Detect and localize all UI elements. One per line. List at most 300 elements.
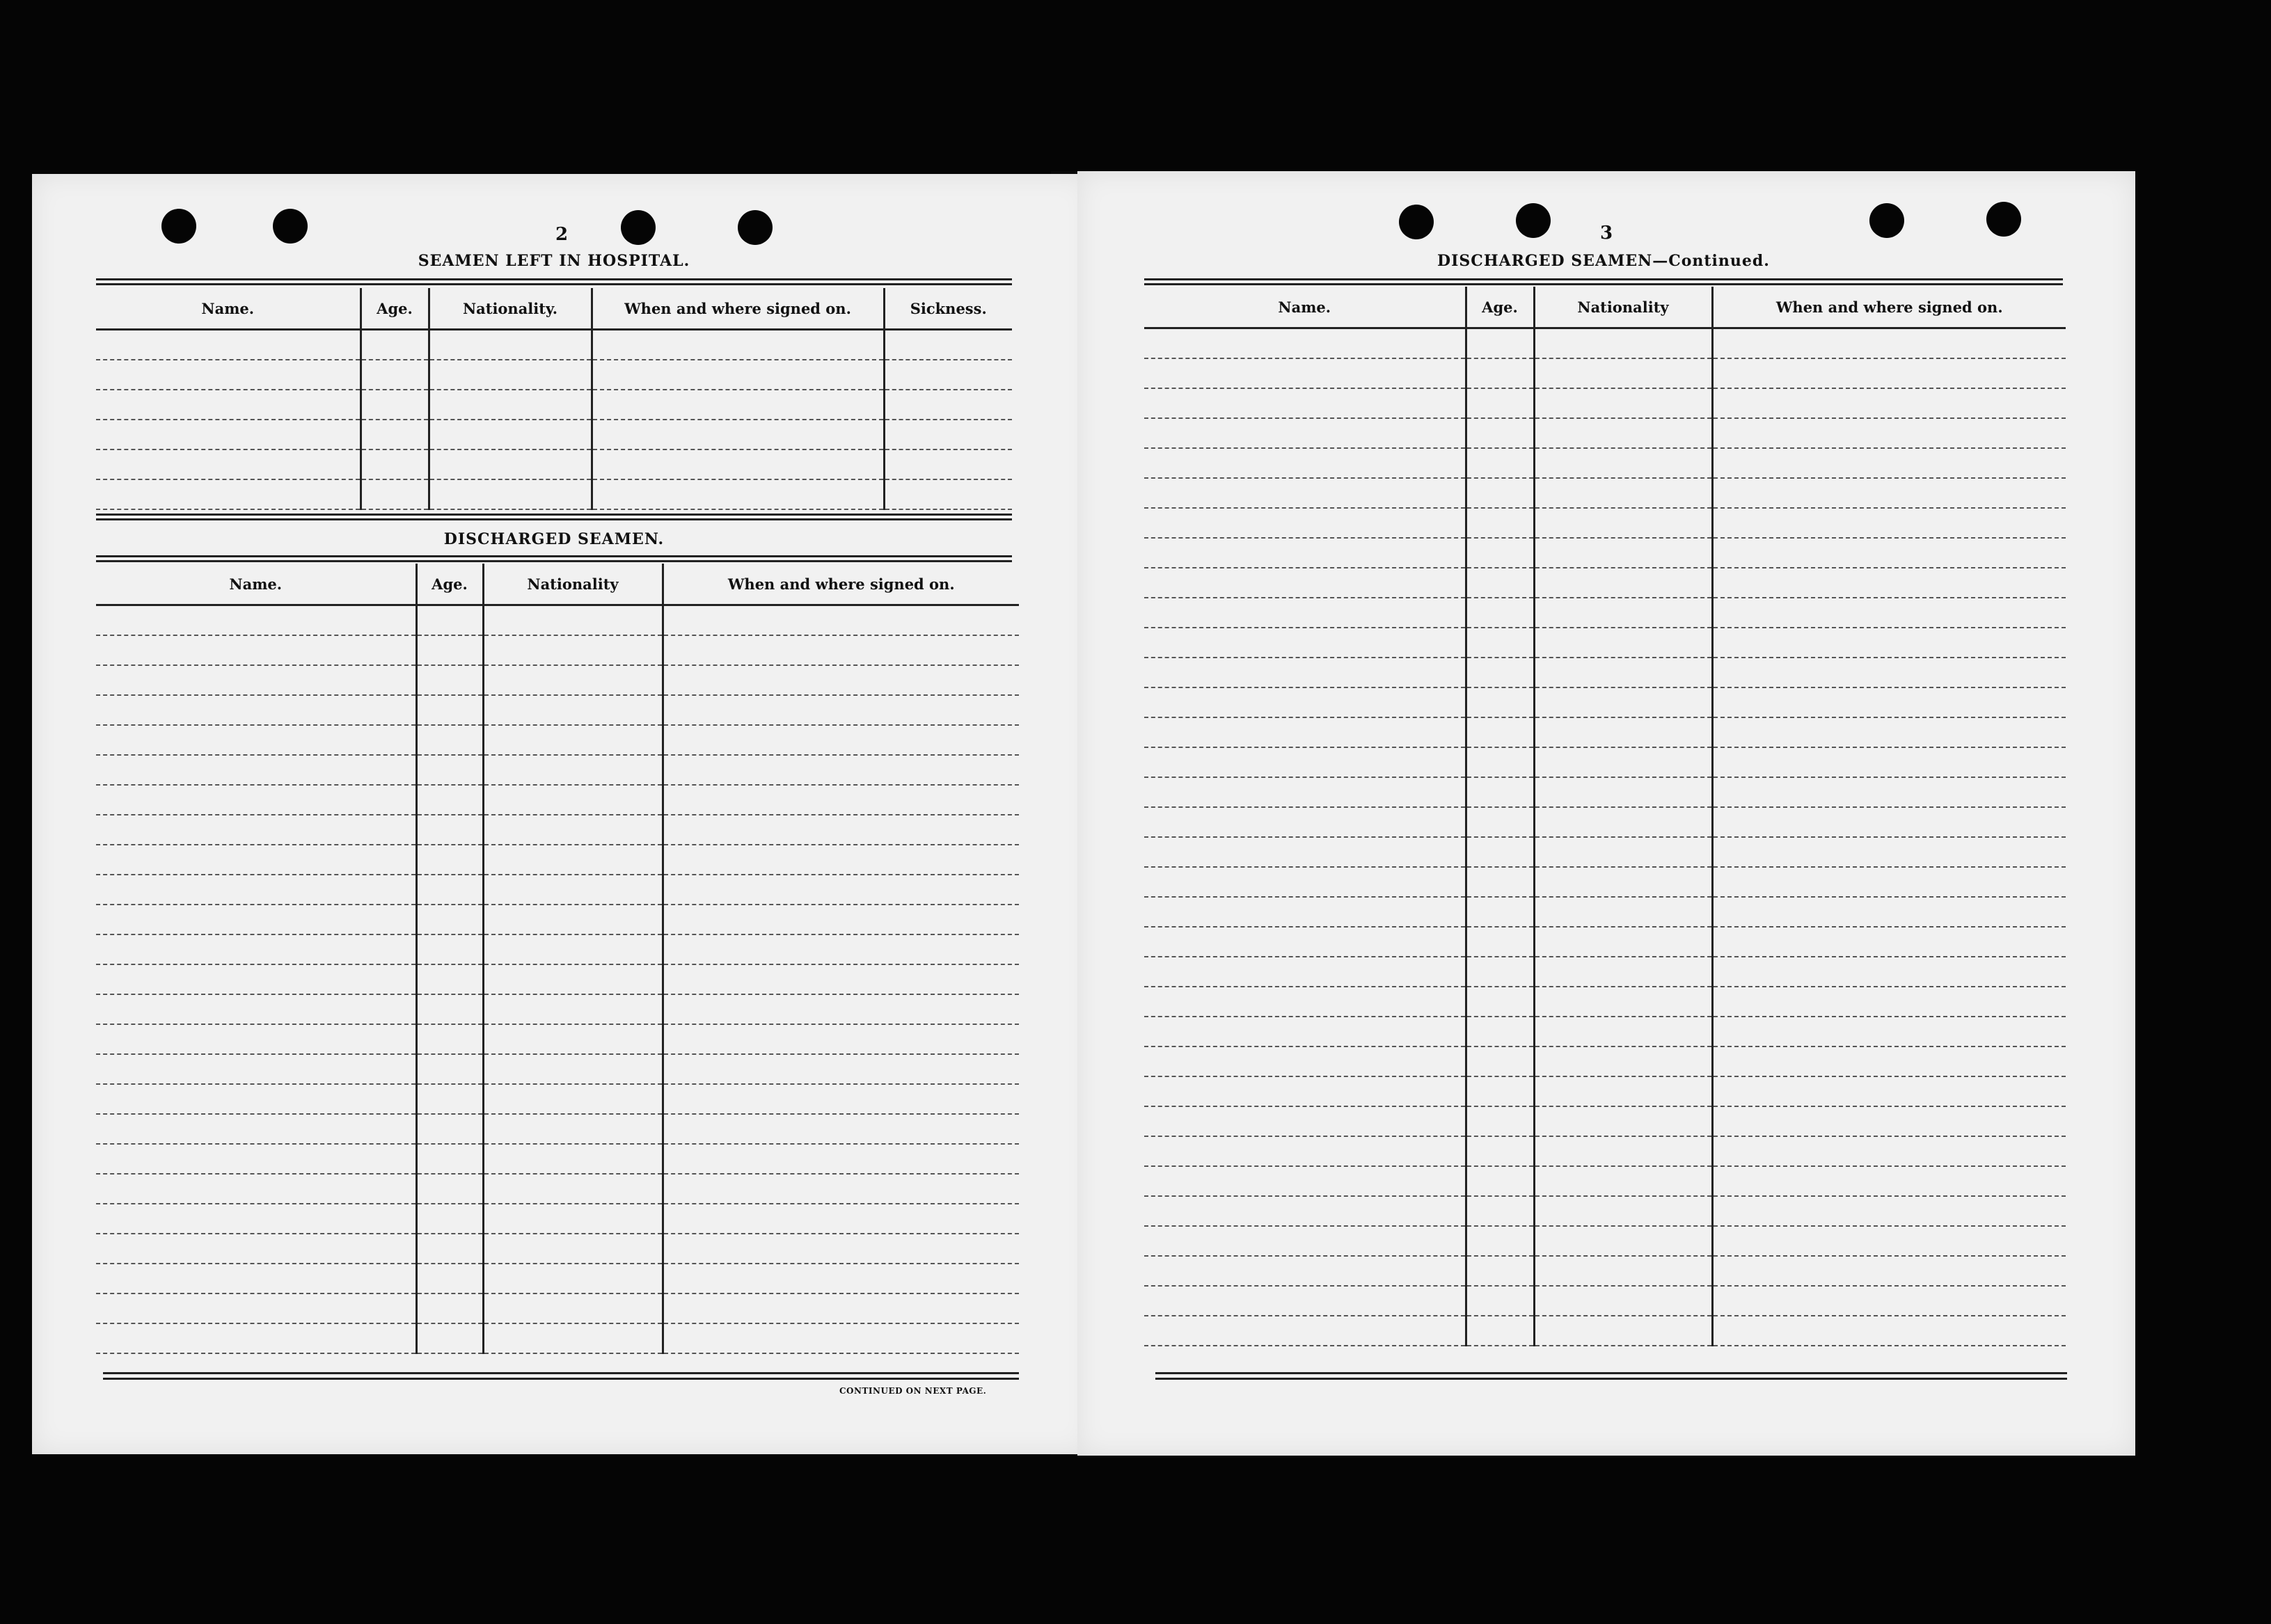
blank-entry-cell [1712,628,2066,658]
blank-entry-cell [1712,927,2066,957]
blank-entry-cell [663,964,1019,994]
blank-entry-cell [1534,837,1712,867]
blank-entry-cell [416,875,483,905]
blank-entry-cell [96,785,416,815]
blank-entry-cell [1534,897,1712,927]
blank-entry-cell [96,390,361,420]
table-row [1144,1046,2066,1076]
blank-entry-cell [1712,1136,2066,1166]
table-row [1144,1286,2066,1316]
continued-note: CONTINUED ON NEXT PAGE. [839,1386,987,1396]
blank-entry-cell [483,875,663,905]
table-row [1144,448,2066,478]
column-header-age: Age. [416,564,483,605]
blank-entry-cell [96,964,416,994]
blank-entry-cell [1466,837,1534,867]
blank-entry-cell [1712,1256,2066,1286]
blank-entry-cell [483,695,663,725]
blank-entry-cell [1466,867,1534,897]
blank-entry-cell [1144,1106,1466,1136]
table-row [1144,1226,2066,1256]
blank-entry-cell [663,1084,1019,1114]
blank-entry-cell [1144,1286,1466,1316]
blank-entry-cell [1144,508,1466,538]
column-header-sickness: Sickness. [884,288,1012,330]
blank-entry-cell [483,964,663,994]
blank-entry-cell [1466,957,1534,987]
blank-entry-cell [96,845,416,875]
blank-entry-cell [96,330,361,360]
blank-entry-cell [1144,1226,1466,1256]
blank-entry-cell [483,994,663,1024]
blank-entry-cell [1144,867,1466,897]
blank-entry-cell [429,449,592,479]
blank-entry-cell [1712,1226,2066,1256]
column-header-nationality: Nationality. [429,288,592,330]
discharged-table-continued [1144,287,2066,1346]
blank-entry-cell [592,330,884,360]
blank-entry-cell [483,755,663,785]
blank-entry-cell [1712,538,2066,568]
blank-entry-cell [1534,1316,1712,1346]
blank-entry-cell [416,1234,483,1264]
blank-entry-cell [1712,598,2066,628]
blank-entry-cell [96,905,416,934]
blank-entry-cell [96,1024,416,1054]
table-row [96,1054,1019,1084]
table-row [96,994,1019,1024]
blank-entry-cell [1466,1076,1534,1106]
blank-entry-cell [1466,478,1534,508]
blank-entry-cell [96,1204,416,1234]
blank-entry-cell [1534,957,1712,987]
blank-entry-cell [1144,717,1466,747]
blank-entry-cell [1712,1316,2066,1346]
blank-entry-cell [1712,717,2066,747]
blank-entry-cell [1534,388,1712,418]
hospital-table [96,288,1012,510]
blank-entry-cell [884,420,1012,449]
blank-entry-cell [592,449,884,479]
blank-entry-cell [1534,538,1712,568]
blank-entry-cell [1466,358,1534,388]
section-rule [96,514,1012,520]
blank-entry-cell [1712,508,2066,538]
blank-entry-cell [416,635,483,665]
blank-entry-cell [1144,448,1466,478]
blank-entry-cell [96,1144,416,1174]
blank-entry-cell [1144,957,1466,987]
blank-entry-cell [1534,1196,1712,1226]
table-row [1144,1017,2066,1046]
blank-entry-cell [416,1144,483,1174]
table-row [1144,747,2066,777]
blank-entry-cell [1534,747,1712,777]
blank-entry-cell [483,845,663,875]
table-row [1144,538,2066,568]
blank-entry-cell [96,695,416,725]
column-header-name: Name. [1144,287,1466,328]
table-row [96,1204,1019,1234]
blank-entry-cell [1466,658,1534,687]
blank-entry-cell [1712,867,2066,897]
blank-entry-cell [1466,747,1534,777]
blank-entry-cell [96,934,416,964]
blank-entry-cell [663,1234,1019,1264]
blank-entry-cell [483,1054,663,1084]
table-row [1144,717,2066,747]
blank-entry-cell [96,1174,416,1204]
blank-entry-cell [1466,987,1534,1017]
blank-entry-cell [361,360,429,390]
blank-entry-cell [1712,328,2066,359]
table-row [1144,1316,2066,1346]
table-row [1144,837,2066,867]
blank-entry-cell [1466,538,1534,568]
blank-entry-cell [416,815,483,845]
column-header-name: Name. [96,564,416,605]
table-row [96,420,1012,449]
blank-entry-cell [483,1204,663,1234]
blank-entry-cell [663,1323,1019,1353]
blank-entry-cell [1712,1106,2066,1136]
blank-entry-cell [663,785,1019,815]
column-header-age: Age. [1466,287,1534,328]
blank-entry-cell [1466,777,1534,807]
blank-entry-cell [1466,1046,1534,1076]
table-row [96,330,1012,360]
table-row [96,1264,1019,1293]
blank-entry-cell [416,665,483,695]
blank-entry-cell [416,1264,483,1293]
blank-entry-cell [416,725,483,755]
blank-entry-cell [1534,717,1712,747]
blank-entry-cell [663,1174,1019,1204]
blank-entry-cell [1466,1136,1534,1166]
blank-entry-cell [1712,897,2066,927]
blank-entry-cell [1466,1196,1534,1226]
blank-entry-cell [1144,897,1466,927]
column-header-signed-on: When and where signed on. [592,288,884,330]
blank-entry-cell [1466,388,1534,418]
blank-entry-cell [1712,1076,2066,1106]
blank-entry-cell [884,330,1012,360]
blank-entry-cell [1144,418,1466,448]
blank-entry-cell [1712,358,2066,388]
blank-entry-cell [592,360,884,390]
table-row [1144,658,2066,687]
table-row [96,449,1012,479]
table-row [1144,598,2066,628]
blank-entry-cell [592,479,884,509]
blank-entry-cell [1712,388,2066,418]
table-row [96,905,1019,934]
blank-entry-cell [1144,1046,1466,1076]
blank-entry-cell [416,1204,483,1234]
blank-entry-cell [416,1024,483,1054]
blank-entry-cell [96,1264,416,1293]
table-row [96,1084,1019,1114]
blank-entry-cell [1712,837,2066,867]
table-row [96,390,1012,420]
blank-entry-cell [663,695,1019,725]
blank-entry-cell [96,449,361,479]
blank-entry-cell [483,605,663,636]
table-row [96,1293,1019,1323]
blank-entry-cell [884,449,1012,479]
blank-entry-cell [416,964,483,994]
blank-entry-cell [592,390,884,420]
blank-entry-cell [1712,568,2066,598]
blank-entry-cell [1534,1256,1712,1286]
table-row [96,934,1019,964]
discharged-continued-title: DISCHARGED SEAMEN—Continued. [1437,252,1770,270]
blank-entry-cell [429,479,592,509]
blank-entry-cell [361,449,429,479]
table-row [1144,568,2066,598]
blank-entry-cell [1534,867,1712,897]
table-row [96,845,1019,875]
blank-entry-cell [483,815,663,845]
blank-entry-cell [1534,508,1712,538]
blank-entry-cell [663,635,1019,665]
blank-entry-cell [96,815,416,845]
blank-entry-cell [1534,658,1712,687]
blank-entry-cell [483,1234,663,1264]
column-header-nationality: Nationality [483,564,663,605]
blank-entry-cell [1534,927,1712,957]
blank-entry-cell [416,755,483,785]
blank-entry-cell [483,1293,663,1323]
blank-entry-cell [96,1323,416,1353]
blank-entry-cell [416,845,483,875]
blank-entry-cell [1534,448,1712,478]
table-row [96,360,1012,390]
column-header-signed-on: When and where signed on. [663,564,1019,605]
blank-entry-cell [96,1293,416,1323]
blank-entry-cell [663,1114,1019,1144]
blank-entry-cell [96,1084,416,1114]
table-row [96,1024,1019,1054]
blank-entry-cell [96,360,361,390]
blank-entry-cell [416,1174,483,1204]
blank-entry-cell [429,330,592,360]
blank-entry-cell [1712,1017,2066,1046]
blank-entry-cell [1534,328,1712,359]
blank-entry-cell [1712,658,2066,687]
blank-entry-cell [663,1293,1019,1323]
blank-entry-cell [483,635,663,665]
table-row [1144,1136,2066,1166]
blank-entry-cell [1712,1166,2066,1196]
blank-entry-cell [1534,628,1712,658]
left-page [32,174,1091,1454]
blank-entry-cell [1466,448,1534,478]
page-number: 2 [555,224,569,245]
table-row [1144,1076,2066,1106]
table-row [96,1323,1019,1353]
blank-entry-cell [1466,1316,1534,1346]
discharged-section-title: DISCHARGED SEAMEN. [443,530,665,548]
blank-entry-cell [416,605,483,636]
blank-entry-cell [1144,927,1466,957]
blank-entry-cell [1712,1046,2066,1076]
blank-entry-cell [1534,1076,1712,1106]
blank-entry-cell [1712,987,2066,1017]
blank-entry-cell [96,755,416,785]
table-row [96,785,1019,815]
blank-entry-cell [1466,628,1534,658]
blank-entry-cell [96,994,416,1024]
blank-entry-cell [416,695,483,725]
blank-entry-cell [429,390,592,420]
table-row [1144,927,2066,957]
blank-entry-cell [1466,807,1534,837]
blank-entry-cell [1712,448,2066,478]
table-row [96,605,1019,636]
column-header-nationality: Nationality [1534,287,1712,328]
blank-entry-cell [1144,1166,1466,1196]
blank-entry-cell [1144,358,1466,388]
blank-entry-cell [96,635,416,665]
blank-entry-cell [1712,777,2066,807]
blank-entry-cell [483,1323,663,1353]
blank-entry-cell [483,1144,663,1174]
blank-entry-cell [1144,1136,1466,1166]
blank-entry-cell [429,360,592,390]
blank-entry-cell [1144,807,1466,837]
blank-entry-cell [1466,1256,1534,1286]
blank-entry-cell [416,1084,483,1114]
table-row [1144,328,2066,359]
blank-entry-cell [1144,538,1466,568]
blank-entry-cell [416,1114,483,1144]
blank-entry-cell [1144,1017,1466,1046]
page-number: 3 [1599,223,1613,244]
blank-entry-cell [361,330,429,360]
table-row [96,1144,1019,1174]
blank-entry-cell [663,1024,1019,1054]
blank-entry-cell [1534,1136,1712,1166]
column-header-signed-on: When and where signed on. [1712,287,2066,328]
blank-entry-cell [1712,1286,2066,1316]
blank-entry-cell [663,845,1019,875]
blank-entry-cell [1144,1076,1466,1106]
blank-entry-cell [1534,358,1712,388]
blank-entry-cell [416,905,483,934]
blank-entry-cell [1144,598,1466,628]
blank-entry-cell [1534,418,1712,448]
blank-entry-cell [96,875,416,905]
table-row [96,755,1019,785]
table-row [1144,897,2066,927]
table-row [96,1234,1019,1264]
blank-entry-cell [1534,1286,1712,1316]
blank-entry-cell [884,479,1012,509]
blank-entry-cell [1144,328,1466,359]
blank-entry-cell [1144,388,1466,418]
blank-entry-cell [1466,598,1534,628]
blank-entry-cell [663,725,1019,755]
table-row [1144,807,2066,837]
table-row [1144,358,2066,388]
blank-entry-cell [416,994,483,1024]
blank-entry-cell [96,1054,416,1084]
header-rule [96,278,1012,285]
blank-entry-cell [96,605,416,636]
header-rule [96,555,1012,562]
right-page [1077,171,2135,1456]
blank-entry-cell [483,905,663,934]
table-row [1144,1166,2066,1196]
table-row [1144,687,2066,717]
table-row [96,695,1019,725]
blank-entry-cell [1144,777,1466,807]
blank-entry-cell [96,665,416,695]
blank-entry-cell [1712,687,2066,717]
blank-entry-cell [96,1234,416,1264]
blank-entry-cell [884,360,1012,390]
table-row [1144,1256,2066,1286]
blank-entry-cell [663,815,1019,845]
blank-entry-cell [483,934,663,964]
blank-entry-cell [416,1293,483,1323]
blank-entry-cell [483,1024,663,1054]
blank-entry-cell [483,1114,663,1144]
blank-entry-cell [1534,1166,1712,1196]
blank-entry-cell [96,420,361,449]
table-row [1144,777,2066,807]
table-row [96,1114,1019,1144]
table-row [1144,388,2066,418]
blank-entry-cell [483,665,663,695]
table-row [1144,628,2066,658]
table-row [1144,418,2066,448]
blank-entry-cell [1466,927,1534,957]
blank-entry-cell [1144,837,1466,867]
blank-entry-cell [1534,1226,1712,1256]
table-row [1144,508,2066,538]
blank-entry-cell [1466,508,1534,538]
blank-entry-cell [483,785,663,815]
hospital-section-title: SEAMEN LEFT IN HOSPITAL. [418,252,690,270]
blank-entry-cell [663,1204,1019,1234]
header-rule [1144,278,2063,285]
blank-entry-cell [1466,328,1534,359]
blank-entry-cell [1144,658,1466,687]
table-row [1144,478,2066,508]
table-row [96,479,1012,509]
blank-entry-cell [1534,1046,1712,1076]
blank-entry-cell [429,420,592,449]
blank-entry-cell [1534,687,1712,717]
table-row [1144,987,2066,1017]
blank-entry-cell [1466,897,1534,927]
blank-entry-cell [663,875,1019,905]
table-row [96,1174,1019,1204]
table-row [1144,1196,2066,1226]
bottom-rule [1155,1372,2067,1380]
blank-entry-cell [1466,568,1534,598]
blank-entry-cell [483,1264,663,1293]
table-row [1144,957,2066,987]
blank-entry-cell [1534,478,1712,508]
discharged-table [96,564,1019,1354]
blank-entry-cell [1712,478,2066,508]
blank-entry-cell [1534,807,1712,837]
blank-entry-cell [416,785,483,815]
blank-entry-cell [96,725,416,755]
